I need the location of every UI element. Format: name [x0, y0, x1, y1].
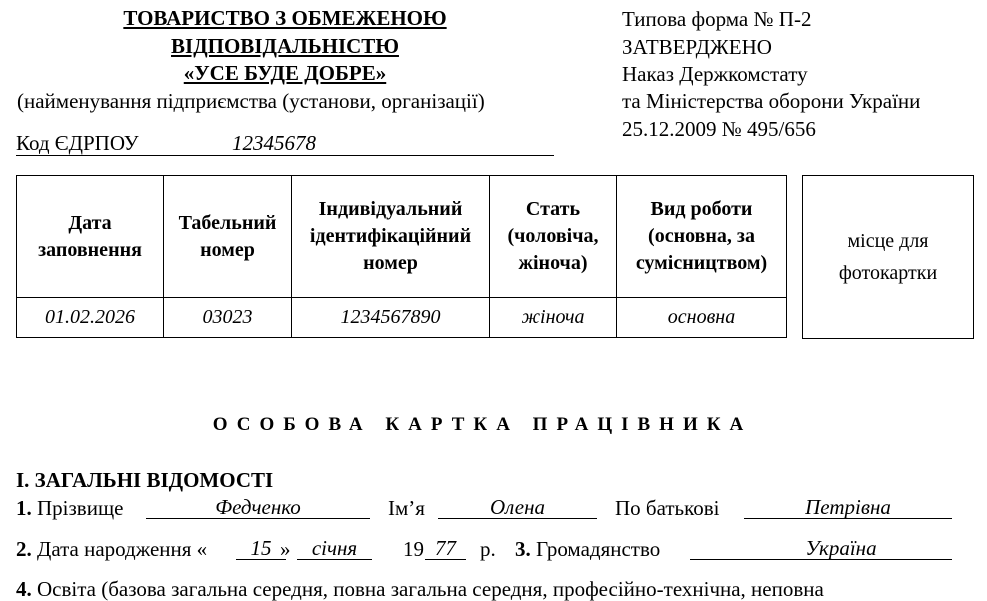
education-label — [16, 579, 824, 600]
label-text: Дата народження « — [37, 537, 208, 561]
document-title: ОСОБОВА КАРТКА ПРАЦІВНИКА — [212, 414, 753, 435]
header-personnel-number: Табельний номер — [164, 176, 292, 298]
birth-day-field[interactable]: 15 — [236, 537, 286, 560]
patronymic-field[interactable]: Петрівна — [744, 496, 952, 519]
header-fill-date: Дата заповнення — [17, 176, 164, 298]
org-name-line-3: «УСЕ БУДЕ ДОБРЕ» — [183, 61, 387, 85]
label-text: Прізвище — [37, 496, 124, 520]
item-number: 2. — [16, 537, 32, 561]
form-info-line: Наказ Держкомстату — [622, 62, 808, 86]
item-number: 4. — [16, 577, 32, 601]
org-name-line-2: ВІДПОВІДАЛЬНІСТЮ — [171, 34, 399, 58]
surname-field[interactable]: Федченко — [146, 496, 370, 519]
year-suffix: р. — [480, 537, 496, 561]
birth-month-field[interactable]: січня — [297, 537, 372, 560]
form-info-line: ЗАТВЕРДЖЕНО — [622, 35, 772, 59]
surname-label — [16, 498, 123, 519]
employee-info-table — [16, 175, 787, 338]
birth-year-field[interactable]: 77 — [425, 537, 466, 560]
edrpou-value: 12345678 — [186, 133, 362, 156]
cell-fill-date: 01.02.2026 — [17, 298, 164, 338]
form-info-line: та Міністерства оборони України — [622, 89, 921, 113]
photo-placeholder-text: місце для фотокартки — [838, 230, 938, 284]
item-number: 3. — [515, 537, 531, 561]
name-field[interactable]: Олена — [438, 496, 597, 519]
org-caption: (найменування підприємства (установи, організації) — [17, 89, 485, 113]
form-info-line: 25.12.2009 № 495/656 — [622, 117, 816, 141]
table-row — [17, 298, 787, 338]
edrpou-label: Код ЄДРПОУ — [16, 131, 139, 155]
form-info-line: Типова форма № П-2 — [622, 7, 812, 31]
patronymic-label: По батькові — [615, 496, 720, 520]
cell-work-type: основна — [617, 298, 787, 338]
citizenship-label — [515, 539, 660, 560]
label-text: Освіта (базова загальна середня, повна загальна середня, професійно-технічна, неповна — [37, 577, 824, 601]
birth-century: 19 — [403, 537, 424, 561]
photo-placeholder — [802, 175, 974, 339]
name-label: Ім’я — [388, 496, 425, 520]
cell-gender: жіноча — [490, 298, 617, 338]
label-text: Громадянство — [536, 537, 661, 561]
citizenship-value: Україна — [805, 536, 877, 560]
header-work-type: Вид роботи (основна, за сумісництвом) — [617, 176, 787, 298]
header-gender: Стать (чоловіча, жіноча) — [490, 176, 617, 298]
citizenship-field[interactable] — [690, 537, 952, 560]
item-number: 1. — [16, 496, 32, 520]
birth-label — [16, 539, 207, 560]
cell-personnel-number: 03023 — [164, 298, 292, 338]
cell-tax-id: 1234567890 — [292, 298, 490, 338]
edrpou-line — [16, 133, 554, 156]
table-header-row — [17, 176, 787, 298]
org-name-line-1: ТОВАРИСТВО З ОБМЕЖЕНОЮ — [123, 6, 447, 30]
header-tax-id: Індивідуальний ідентифікаційний номер — [292, 176, 490, 298]
birth-quote-close: » — [280, 537, 291, 561]
section-heading: І. ЗАГАЛЬНІ ВІДОМОСТІ — [16, 468, 274, 492]
